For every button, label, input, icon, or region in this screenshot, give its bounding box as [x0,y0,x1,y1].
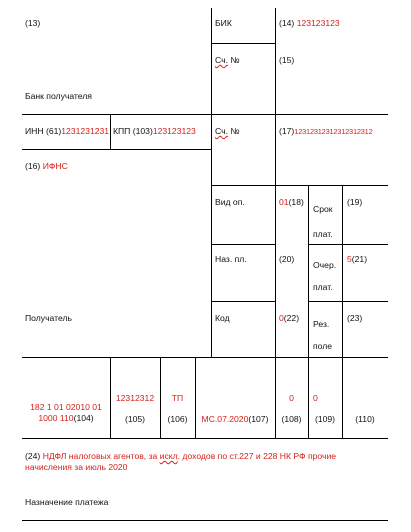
srok-label-line1: Срок [313,204,333,214]
doc-date-value: 0 [313,393,318,403]
kod-value: 0 [279,313,284,323]
bik-value: 123123123 [296,18,340,28]
row-line-vidop-bottom [211,244,276,245]
field-number-16: (16) [25,161,41,171]
period-value: МС.07.2020 [201,414,249,424]
ocher-label-line1: Очер. [313,260,337,270]
payment-purpose-text [25,451,336,473]
rez-label-line2: поле [313,341,333,351]
row-line-form-bottom [22,520,388,521]
kbk-line2: 1000 110 [38,413,74,423]
naz-pl-label: Наз. пл. [215,254,247,264]
oktmo-value: 12312312 [115,393,155,403]
inn-value: 1231231231 [61,126,110,136]
purpose-abbrev: искл [159,451,178,461]
col-line-main-divider [211,8,212,357]
col-line-value-divider [275,8,276,357]
inn-label: ИНН (61) [25,126,62,136]
purpose-line2: начисления за июль 2020 [25,462,128,472]
recipient-name-field [25,161,68,172]
vid-op-value: 01 [279,197,289,207]
account-abbrev-1: Сч. [215,55,228,65]
row-line-inn-bottom [22,149,212,150]
recipient-label: Получатель [25,313,72,323]
bank-recipient-label: Банк получателя [25,91,92,101]
purpose-line1-end: . доходов по ст.227 и 228 НК РФ прочие [177,451,337,461]
kod-field [279,313,299,324]
row-line-recipient-top [211,185,388,186]
field-number-18: (18) [288,197,304,207]
field-number-14: (14) [279,18,295,28]
rez-label-line1: Рез. [313,319,330,329]
row-line-rez-top [308,301,388,302]
payment-purpose-label: Назначение платежа [25,497,109,507]
field-number-13: (13) [25,18,41,28]
kpp-label: КПП (103) [113,126,153,136]
field-number-20: (20) [279,254,295,264]
account-abbrev-2: Сч. [215,126,228,136]
field-number-105: (105) [124,414,146,424]
col-line-108-109 [308,357,309,438]
period-field [195,414,275,425]
field-number-106: (106) [167,414,188,424]
field-number-17: (17) [279,126,295,136]
account-label-1 [215,55,240,66]
col-line-109-110 [342,357,343,438]
col-line-srok-right [342,185,343,357]
account-value: 12312312312312312312 [294,127,373,136]
field-number-109: (109) [314,414,336,424]
field-number-15: (15) [279,55,295,65]
basis-value: ТП [171,393,184,403]
row-line-bank-bottom [22,114,388,115]
rez-label [313,313,332,357]
ocher-field [347,254,367,265]
bik-label: БИК [215,18,232,28]
field-number-22: (22) [283,313,300,323]
field-number-108: (108) [281,414,302,424]
kpp-field [113,126,196,137]
account-number-sign-2: № [230,126,240,136]
field-number-24: (24) [25,451,41,461]
bik-field [279,18,340,29]
ocher-label [313,254,336,298]
account-label-2 [215,126,240,137]
kod-label: Код [215,313,230,323]
account-field [279,126,373,137]
recipient-name-value: ИФНС [42,161,68,171]
row-line-tax-bottom [22,438,388,439]
kbk-line1: 182 1 01 02010 01 [30,402,102,412]
ocher-value: 5 [347,254,352,264]
account-number-sign-1: № [230,55,240,65]
inn-field [25,126,109,137]
col-line-inn-kpp [110,114,111,149]
srok-label [313,197,333,247]
col-line-106-107 [195,357,196,438]
field-number-21: (21) [351,254,368,264]
doc-number-value: 0 [289,393,294,403]
field-number-19: (19) [347,197,363,207]
row-line-nazpl-bottom [211,301,276,302]
vid-op-field [279,197,304,208]
srok-label-line2: плат. [313,229,333,239]
row-line-bik-bottom [211,43,276,44]
kbk-field [22,402,110,424]
field-number-107: (107) [248,414,269,424]
field-number-110: (110) [355,414,375,424]
kpp-value: 123123123 [152,126,196,136]
field-number-23: (23) [347,313,363,323]
row-line-tax-top [22,357,388,358]
field-number-104: (104) [73,413,94,423]
purpose-line1-start: НДФЛ налоговых агентов, за [42,451,158,461]
col-line-srok-left [308,185,309,357]
ocher-label-line2: плат. [313,282,333,292]
vid-op-label: Вид оп. [215,197,245,207]
